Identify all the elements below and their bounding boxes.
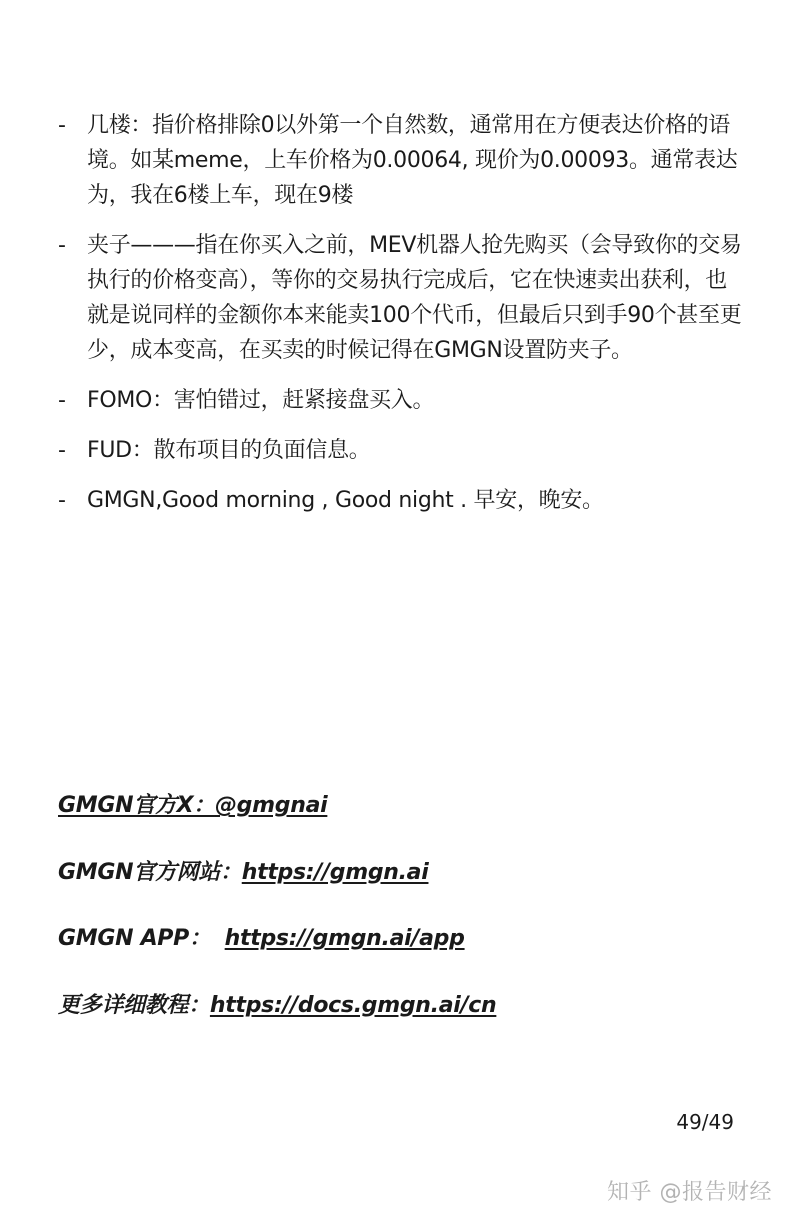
official-website-label: GMGN官方网站： [58, 859, 242, 885]
official-x-link[interactable] [58, 788, 758, 824]
bullet-dash: - [58, 488, 66, 513]
watermark: 知乎 @报告财经 [607, 1180, 772, 1205]
docs-label: 更多详细教程： [58, 992, 210, 1018]
bullet-dash: - [58, 388, 66, 413]
glossary-item-text: 夹子———指在你买入之前，MEV机器人抢先购买（会导致你的交易执行的价格变高），等你的交易执行完成后，它在快速卖出获利，也就是说同样的金额你本来能卖100个代币，但最后只到手90个甚至更少，成本变高，在买卖的时候记得在GMGN设置防夹子。 [87, 233, 742, 363]
glossary-item-text: GMGN,Good morning , Good night . 早安，晚安。 [87, 488, 604, 513]
docs-link[interactable]: https://docs.gmgn.ai/cn [209, 992, 497, 1018]
app-label: GMGN APP： [58, 926, 211, 951]
bullet-dash: - [58, 438, 66, 463]
official-x-label: GMGN官方X： [58, 793, 215, 818]
glossary-item-text: 几楼：指价格排除0以外第一个自然数，通常用在方便表达价格的语境。如某meme，上车价格为0.00064, 现价为0.00093。通常表达为，我在6楼上车，现在9楼 [87, 113, 738, 208]
docs-line [58, 988, 758, 1024]
official-x-handle[interactable]: @gmgnai [214, 793, 328, 818]
glossary-item-text: FOMO：害怕错过，赶紧接盘买入。 [87, 388, 435, 413]
app-line [58, 921, 758, 957]
glossary-item-fud [58, 433, 748, 468]
glossary-item-text: FUD：散布项目的负面信息。 [87, 438, 371, 463]
bullet-dash: - [58, 113, 66, 138]
glossary-item-gmgn [58, 483, 748, 518]
official-website-line [58, 855, 758, 891]
glossary-list [58, 108, 748, 533]
official-links [58, 788, 758, 1054]
glossary-item-jilou [58, 108, 748, 213]
bullet-dash: - [58, 233, 66, 258]
glossary-item-fomo [58, 383, 748, 418]
official-website-link[interactable]: https://gmgn.ai [241, 859, 429, 885]
glossary-item-jiazi [58, 228, 748, 368]
app-link[interactable]: https://gmgn.ai/app [224, 926, 465, 951]
page-number: 49/49 [676, 1110, 734, 1134]
